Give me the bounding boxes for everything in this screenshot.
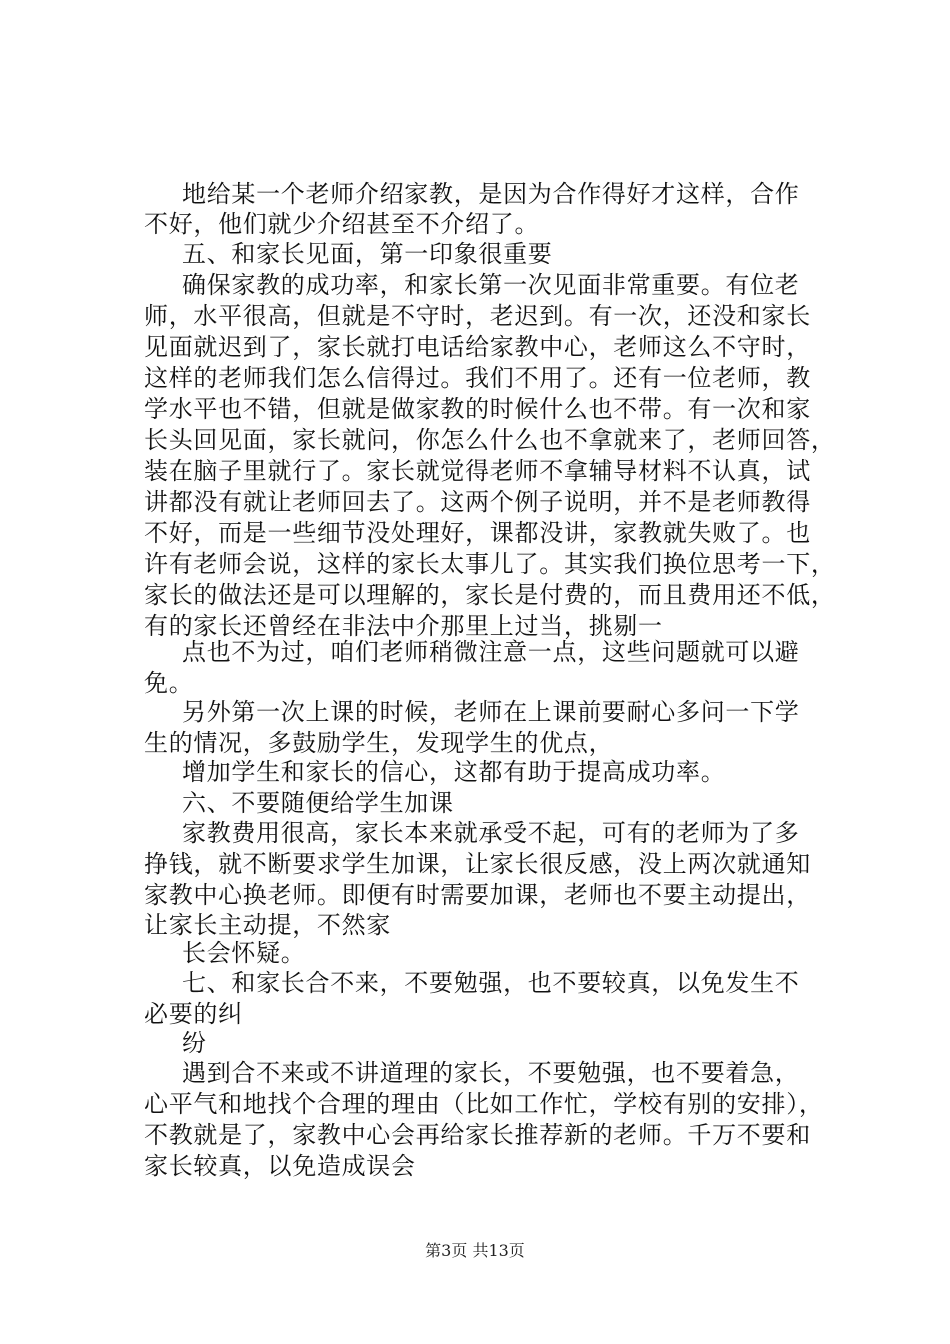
text-line: 挣钱，就不断要求学生加课，让家长很反感，没上两次就通知: [144, 850, 811, 878]
text-line: 地给某一个老师介绍家教，是因为合作得好才这样，合作: [182, 180, 800, 208]
text-line: 装在脑子里就行了。家长就觉得老师不拿辅导材料不认真，试: [144, 457, 811, 485]
text-line: 不好，他们就少介绍甚至不介绍了。: [144, 210, 540, 238]
text-line: 这样的老师我们怎么信得过。我们不用了。还有一位老师，教: [144, 364, 811, 392]
text-line: 不教就是了，家教中心会再给家长推荐新的老师。千万不要和: [144, 1121, 811, 1149]
text-line: 让家长主动提，不然家: [144, 911, 391, 939]
text-line: 确保家教的成功率，和家长第一次见面非常重要。有位老: [182, 271, 800, 299]
text-line: 长会怀疑。: [182, 939, 306, 967]
text-line: 家长较真，以免造成误会: [144, 1152, 416, 1180]
section-heading: 六、不要随便给学生加课: [182, 789, 454, 817]
text-line: 不好，而是一些细节没处理好，课都没讲，家教就失败了。也: [144, 519, 811, 547]
text-line: 家长的做法还是可以理解的，家长是付费的，而且费用还不低，: [144, 581, 836, 609]
text-line: 点也不为过，咱们老师稍微注意一点，这些问题就可以避: [182, 638, 800, 666]
text-line: 有的家长还曾经在非法中介那里上过当，挑剔一: [144, 612, 663, 640]
section-heading: 七、和家长合不来，不要勉强，也不要较真，以免发生不: [182, 969, 800, 997]
text-line: 长头回见面，家长就问，你怎么什么也不拿就来了，老师回答，: [144, 426, 836, 454]
text-line: 许有老师会说，这样的家长太事儿了。其实我们换位思考一下，: [144, 550, 836, 578]
text-line: 家教费用很高，家长本来就承受不起，可有的老师为了多: [182, 819, 800, 847]
text-line: 心平气和地找个合理的理由（比如工作忙，学校有别的安排），: [144, 1090, 824, 1118]
text-line: 师，水平很高，但就是不守时，老迟到。有一次，还没和家长: [144, 302, 811, 330]
text-line: 遇到合不来或不讲道理的家长，不要勉强，也不要着急，: [182, 1059, 800, 1087]
text-line: 见面就迟到了，家长就打电话给家教中心，老师这么不守时，: [144, 333, 811, 361]
text-line: 免。: [144, 669, 194, 697]
section-heading: 纷: [182, 1029, 207, 1057]
text-line: 学水平也不错，但就是做家教的时候什么也不带。有一次和家: [144, 395, 811, 423]
section-heading: 必要的纠: [144, 1000, 243, 1028]
text-line: 生的情况，多鼓励学生，发现学生的优点，: [144, 729, 614, 757]
section-heading: 五、和家长见面，第一印象很重要: [182, 240, 553, 268]
text-line: 家教中心换老师。即便有时需要加课，老师也不要主动提出，: [144, 881, 811, 909]
text-line: 另外第一次上课的时候，老师在上课前要耐心多问一下学: [182, 698, 800, 726]
text-line: 讲都没有就让老师回去了。这两个例子说明，并不是老师教得: [144, 488, 811, 516]
page-number: 第3页 共13页: [425, 1241, 525, 1260]
text-line: 增加学生和家长的信心，这都有助于提高成功率。: [182, 758, 726, 786]
